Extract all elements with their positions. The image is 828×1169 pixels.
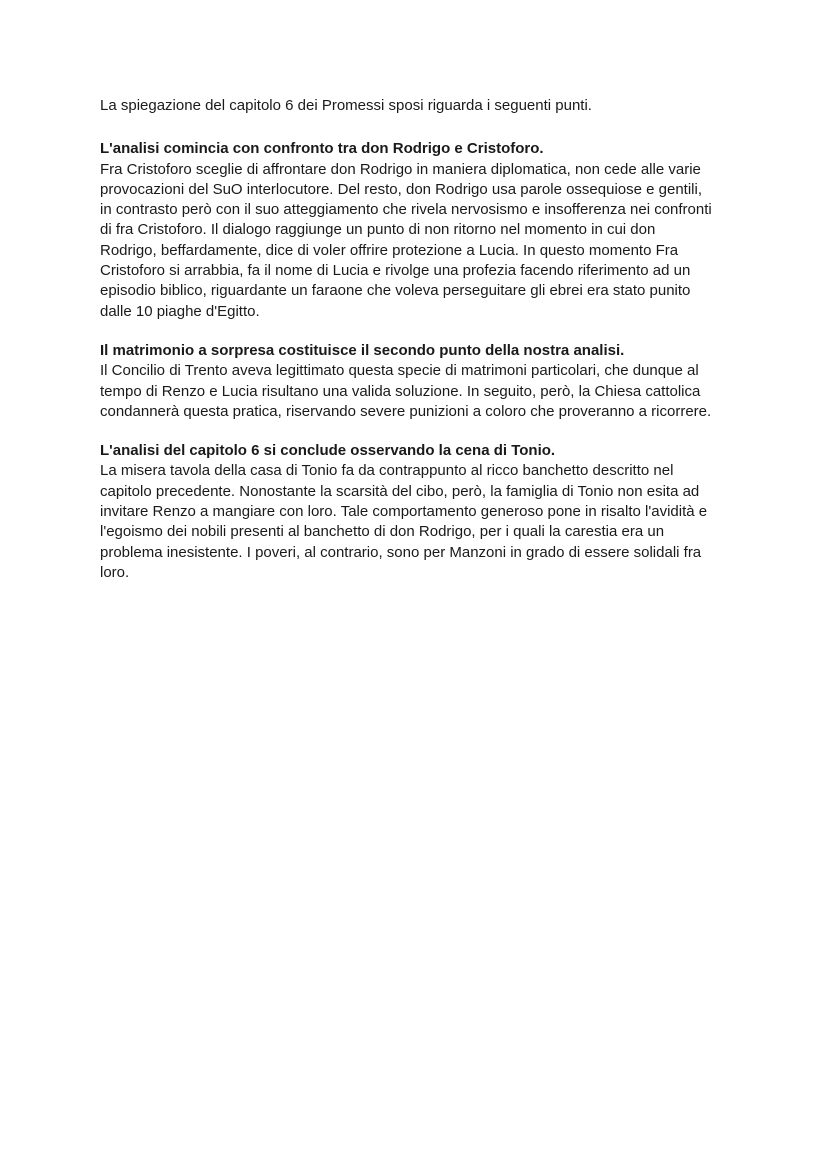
body-line: capitolo precedente. Nonostante la scarsità del cibo, però, la famiglia di Tonio non esita ad [100, 482, 700, 500]
body-line: Cristoforo si arrabbia, fa il nome di Lucia e rivolge una profezia facendo riferimento ad un [100, 262, 691, 280]
body-line: tempo di Renzo e Lucia risultano una valida soluzione. In seguito, però, la Chiesa cattolica [100, 382, 701, 400]
body-line: invitare Renzo a mangiare con loro. Tale comportamento generoso pone in risalto l'avidità e [100, 503, 708, 521]
section-matrimonio-sorpresa [100, 341, 740, 422]
section-body [100, 160, 740, 322]
body-line: loro. [100, 563, 130, 581]
intro-paragraph: La spiegazione del capitolo 6 dei Promessi sposi riguarda i seguenti punti. [100, 97, 592, 114]
body-line: dalle 10 piaghe d'Egitto. [100, 302, 260, 320]
section-body [100, 361, 740, 422]
body-line: La misera tavola della casa di Tonio fa da contrappunto al ricco banchetto descritto nel [100, 462, 674, 480]
body-line: in contrasto però con il suo atteggiamento che rivela nervosismo e insofferenza nei confronti [100, 201, 712, 219]
body-line: Rodrigo, beffardamente, dice di voler offrire protezione a Lucia. In questo momento Fra [100, 241, 679, 259]
section-body [100, 461, 740, 583]
body-line: l'egoismo dei nobili presenti al banchetto di don Rodrigo, per i quali la carestia era un [100, 523, 665, 541]
body-line: Il Concilio di Trento aveva legittimato questa specie di matrimoni particolari, che dunque al [100, 362, 699, 380]
body-line: problema inesistente. I poveri, al contrario, sono per Manzoni in grado di essere solidali fra [100, 543, 702, 561]
section-heading: L'analisi comincia con confronto tra don Rodrigo e Cristoforo. [100, 140, 544, 158]
section-heading: L'analisi del capitolo 6 si conclude osservando la cena di Tonio. [100, 442, 556, 460]
section-rodrigo-cristoforo [100, 139, 740, 322]
body-line: di fra Cristoforo. Il dialogo raggiunge un punto di non ritorno nel momento in cui don [100, 221, 656, 239]
section-cena-tonio [100, 441, 740, 583]
body-line: episodio biblico, riguardante un faraone che voleva perseguitare gli ebrei era stato punito [100, 282, 691, 300]
body-line: condannerà questa pratica, riservando severe punizioni a coloro che proveranno a ricorrere. [100, 402, 712, 420]
section-heading: Il matrimonio a sorpresa costituisce il secondo punto della nostra analisi. [100, 341, 625, 359]
document-page [100, 96, 740, 602]
body-line: provocazioni del SuO interlocutore. Del resto, don Rodrigo usa parole ossequiose e gentili, [100, 180, 703, 198]
body-line: Fra Cristoforo sceglie di affrontare don Rodrigo in maniera diplomatica, non cede alle varie [100, 160, 701, 178]
